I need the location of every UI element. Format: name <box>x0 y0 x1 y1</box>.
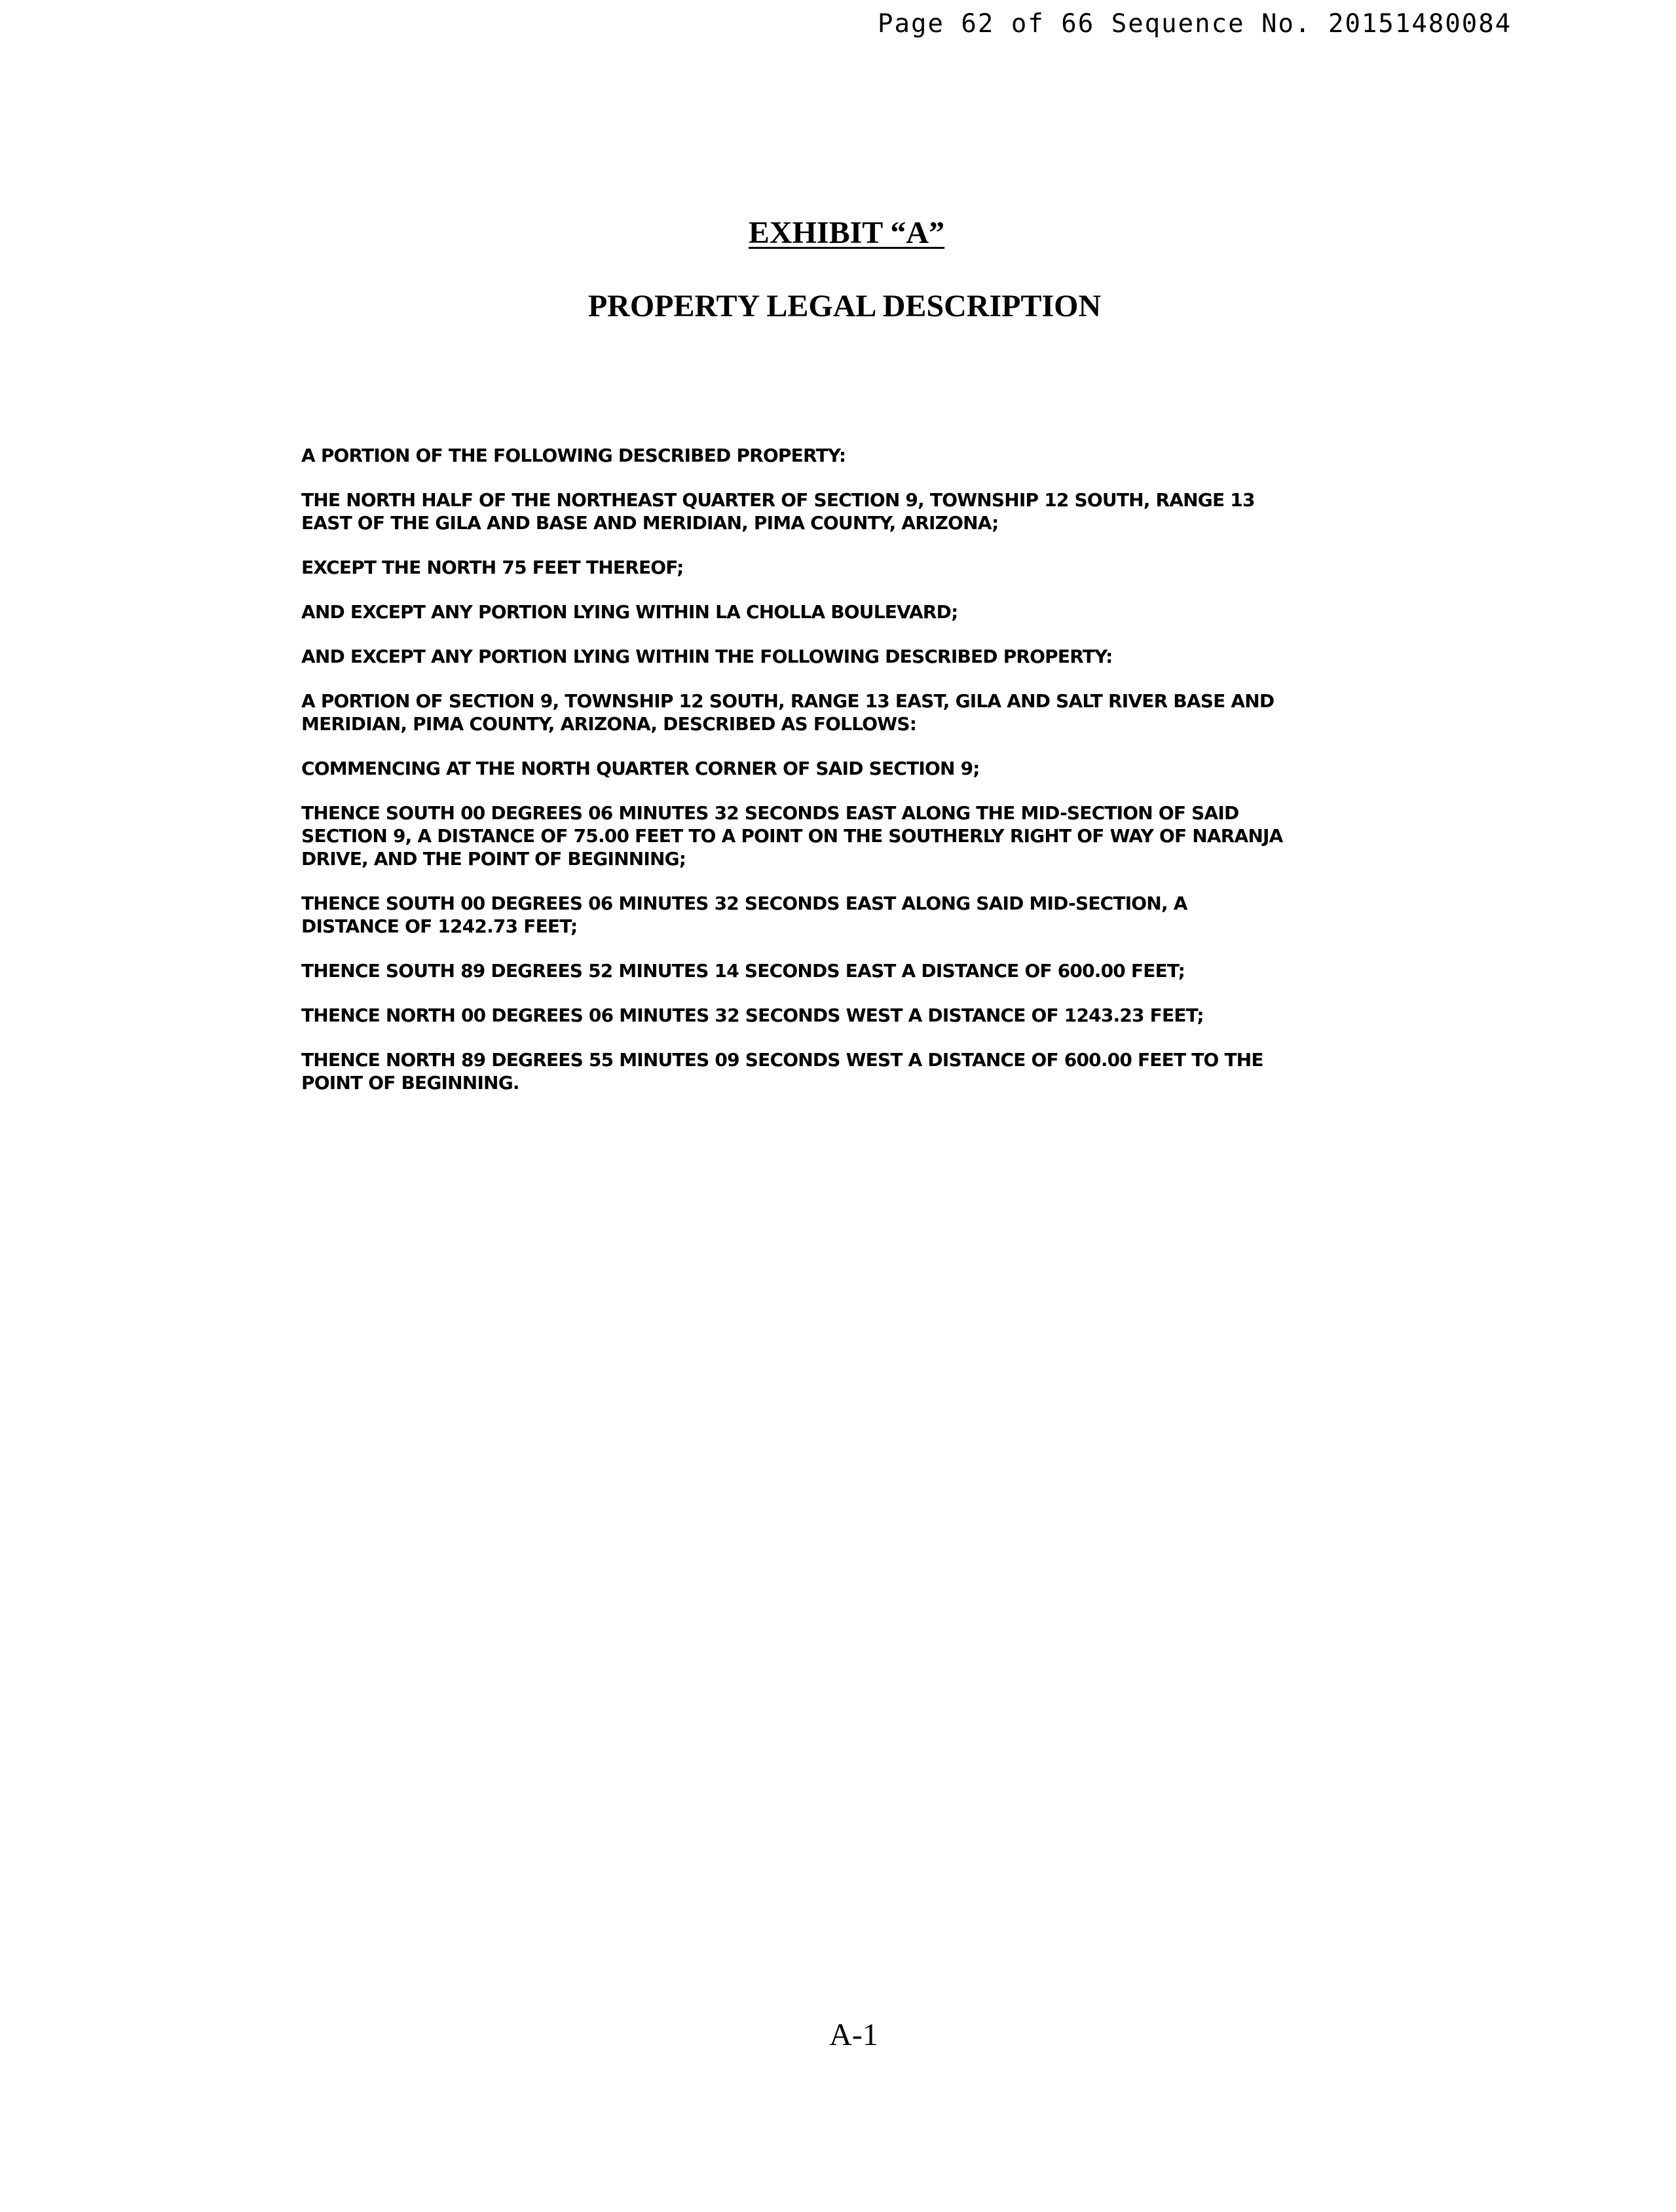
legal-paragraph: THE NORTH HALF OF THE NORTHEAST QUARTER OF SECTION 9, TOWNSHIP 12 SOUTH, RANGE 13 EAST OF THE GILA AND BASE AND MERIDIAN, PIMA COUNTY, ARIZONA; <box>301 489 1255 534</box>
legal-paragraph: EXCEPT THE NORTH 75 FEET THEREOF; <box>301 557 684 578</box>
legal-paragraph: THENCE SOUTH 00 DEGREES 06 MINUTES 32 SECONDS EAST ALONG SAID MID-SECTION, A DISTANCE OF 1242.73 FEET; <box>301 893 1187 937</box>
legal-paragraph: THENCE NORTH 89 DEGREES 55 MINUTES 09 SECONDS WEST A DISTANCE OF 600.00 FEET TO THE POINT OF BEGINNING. <box>301 1049 1263 1094</box>
legal-paragraph: A PORTION OF SECTION 9, TOWNSHIP 12 SOUTH, RANGE 13 EAST, GILA AND SALT RIVER BASE AND MERIDIAN, PIMA COUNTY, ARIZONA, DESCRIBED AS FOLLOWS: <box>301 690 1275 735</box>
legal-paragraph: THENCE SOUTH 00 DEGREES 06 MINUTES 32 SECONDS EAST ALONG THE MID-SECTION OF SAID SECTION 9, A DISTANCE OF 75.00 FEET TO A POINT ON THE SOUTHERLY RIGHT OF WAY OF NARANJA DRIVE, AND THE POINT OF BEGINNING; <box>301 802 1283 870</box>
document-subtitle: PROPERTY LEGAL DESCRIPTION <box>587 289 1102 323</box>
legal-paragraph: COMMENCING AT THE NORTH QUARTER CORNER OF SAID SECTION 9; <box>301 758 980 779</box>
legal-paragraph: A PORTION OF THE FOLLOWING DESCRIBED PROPERTY: <box>301 445 846 466</box>
page-sequence-header: Page 62 of 66 Sequence No. 20151480084 <box>878 9 1512 39</box>
exhibit-title: EXHIBIT “A” <box>748 215 945 250</box>
legal-paragraph: THENCE SOUTH 89 DEGREES 52 MINUTES 14 SECONDS EAST A DISTANCE OF 600.00 FEET; <box>301 960 1185 982</box>
legal-description-body <box>301 444 1284 1116</box>
legal-paragraph: AND EXCEPT ANY PORTION LYING WITHIN THE FOLLOWING DESCRIBED PROPERTY: <box>301 646 1113 667</box>
legal-paragraph: AND EXCEPT ANY PORTION LYING WITHIN LA CHOLLA BOULEVARD; <box>301 601 958 623</box>
legal-paragraph: THENCE NORTH 00 DEGREES 06 MINUTES 32 SECONDS WEST A DISTANCE OF 1243.23 FEET; <box>301 1005 1204 1026</box>
page-number: A-1 <box>829 2018 878 2052</box>
